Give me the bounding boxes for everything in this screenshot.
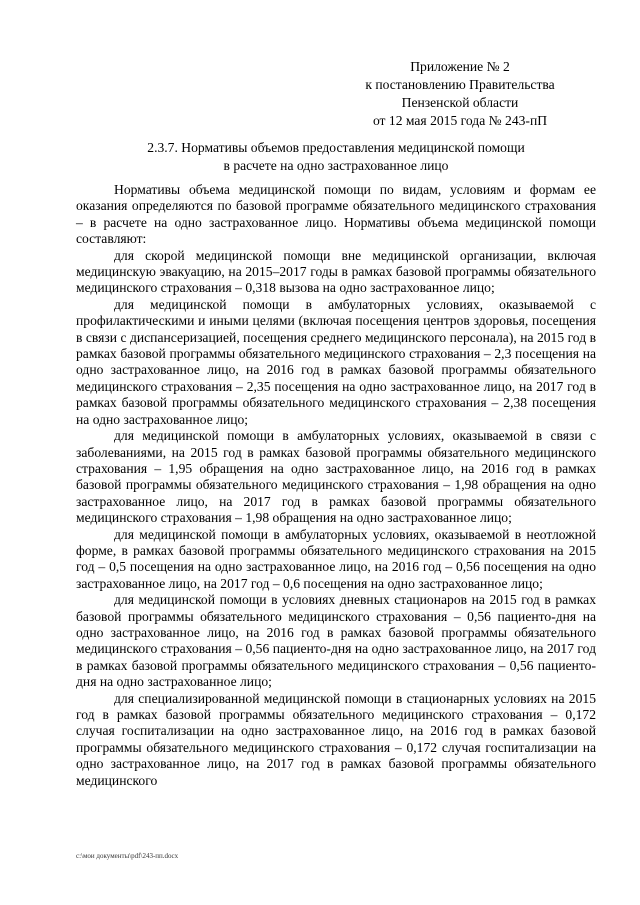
paragraph: для медицинской помощи в условиях дневных стационаров на 2015 год в рамках базовой программы обязательного медицинского страхования – 0,56 пациенто-дня на одно застрахованное лицо, на 2016 год в рамках базовой программы обязательного медицинского страхования – 0,56 пациенто-дня на одно застрахованное лицо, на 2017 год в рамках базовой программы обязательного медицинского страхования – 0,56 пациенто-дня на одно застрахованное лицо;: [76, 592, 596, 690]
paragraph: для медицинской помощи в амбулаторных условиях, оказываемой в связи с заболеваниями, на 2015 год в рамках базовой программы обязательного медицинского страхования – 1,95 обращения на одно застрахованное лицо, на 2016 год в рамках базовой программы обязательного медицинского страхования – 1,98 обращения на одно застрахованное лицо, на 2017 год в рамках базовой программы обязательного медицинского страхования – 1,98 обращения на одно застрахованное лицо;: [76, 428, 596, 526]
appendix-line: от 12 мая 2015 года № 243-пП: [372, 113, 548, 128]
file-path-footer: c:\мои документы\pdf\243-пп.docx: [76, 852, 179, 860]
section-title-line: 2.3.7. Нормативы объемов предоставления медицинской помощи: [147, 140, 525, 155]
paragraph: Нормативы объема медицинской помощи по видам, условиям и формам ее оказания определяются по базовой программе обязательного медицинского страхования – в расчете на одно застрахованное лицо. Нормативы объема медицинской помощи составляют:: [76, 182, 596, 247]
section-title: [76, 139, 596, 175]
section-title-line: в расчете на одно застрахованное лицо: [223, 158, 449, 173]
paragraph: для специализированной медицинской помощи в стационарных условиях на 2015 год в рамках базовой программы обязательного медицинского страхования – 0,172 случая госпитализации на одно застрахованное лицо, на 2016 год в рамках базовой программы обязательного медицинского страхования – 0,172 случая госпитализации на одно застрахованное лицо, на 2017 год в рамках базовой программы обязательного медицинского: [76, 690, 596, 788]
paragraph: для медицинской помощи в амбулаторных условиях, оказываемой с профилактическими и иными целями (включая посещения центров здоровья, посещения в связи с диспансеризацией, посещения среднего медицинского персонала), на 2015 год в рамках базовой программы обязательного медицинского страхования – 2,3 посещения на одно застрахованное лицо, на 2016 год в рамках базовой программы обязательного медицинского страхования – 2,35 посещения на одно застрахованное лицо, на 2017 год в рамках базовой программы обязательного медицинского страхования – 2,38 посещения на одно застрахованное лицо;: [76, 296, 596, 427]
appendix-line: Приложение № 2: [410, 59, 510, 74]
paragraph: для медицинской помощи в амбулаторных условиях, оказываемой в неотложной форме, в рамках базовой программы обязательного медицинского страхования на 2015 год – 0,5 посещения на одно застрахованное лицо, на 2016 год – 0,56 посещения на одно застрахованное лицо, на 2017 год – 0,6 посещения на одно застрахованное лицо;: [76, 526, 596, 591]
paragraph: для скорой медицинской помощи вне медицинской организации, включая медицинскую эвакуацию, на 2015–2017 годы в рамках базовой программы обязательного медицинского страхования – 0,318 вызова на одно застрахованное лицо;: [76, 247, 596, 296]
appendix-line: Пензенской области: [401, 95, 519, 110]
document-body: [76, 182, 596, 789]
appendix-line: к постановлению Правительства: [365, 77, 555, 92]
appendix-header: [330, 58, 590, 130]
